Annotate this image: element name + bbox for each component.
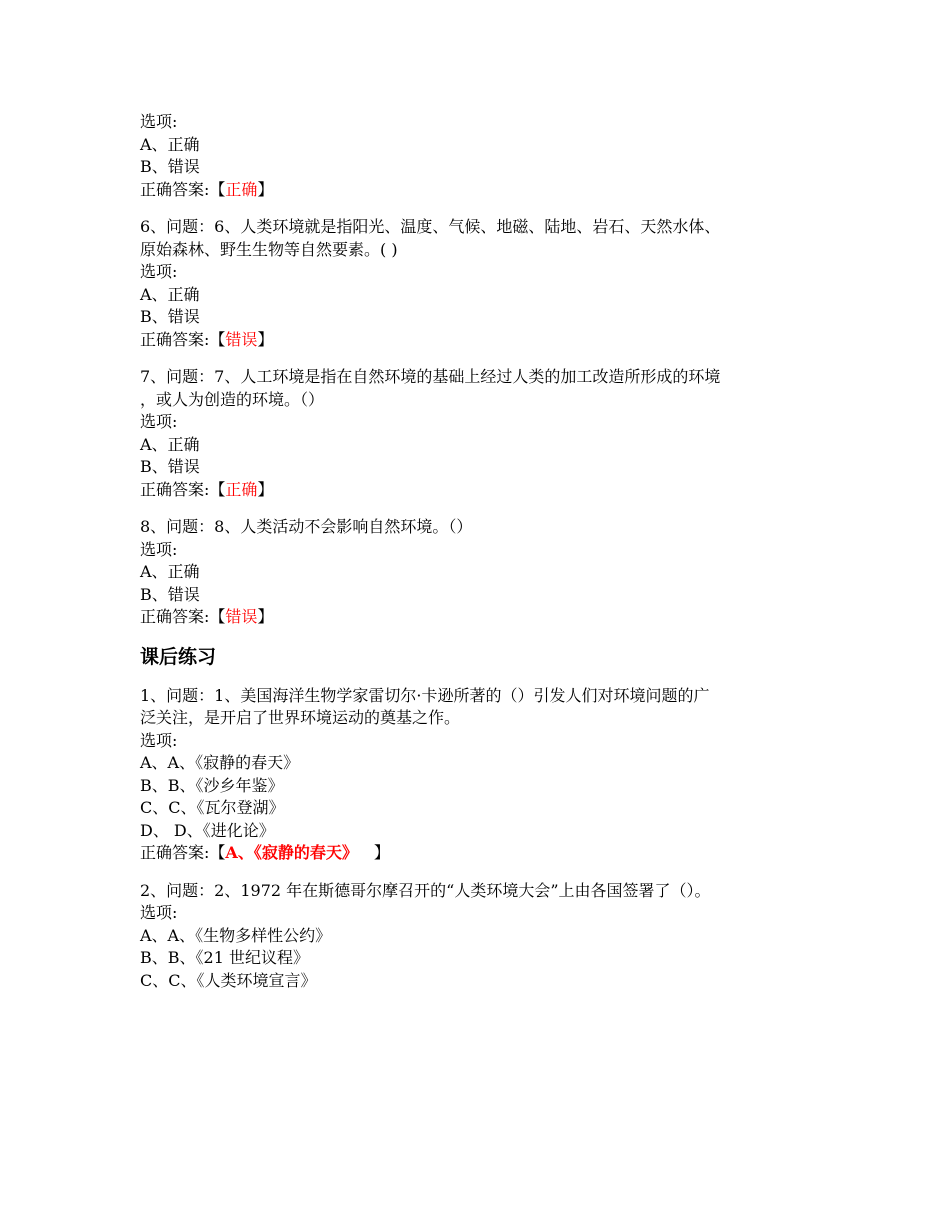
correct-answer [140,842,820,865]
answer-bracket-close: 】 [257,479,274,499]
answer-bracket-open: 【 [209,329,226,349]
option-b: B、B、《沙乡年鉴》 [140,775,284,795]
answer-value: 正确 [225,179,258,199]
options-label: 选项: [140,262,178,281]
options-label: 选项: [140,903,178,922]
practice-question-2 [140,880,820,993]
question-text-line-1: 6、问题：6、人类环境就是指阳光、温度、气候、地磁、陆地、岩石、天然水体、 [140,217,721,236]
option-a: A、正确 [140,562,200,581]
answer-value: 错误 [225,607,258,626]
question-6 [140,216,820,351]
option-c: C、C、《瓦尔登湖》 [140,798,285,817]
answer-bracket-close: 】 [257,329,274,349]
answer-value: 正确 [225,479,258,499]
question-8 [140,516,820,629]
question-text-line-2: 泛关注，是开启了世界环境运动的奠基之作。 [140,708,461,727]
question-text-line-2: ，或人为创造的环境。（） [140,389,325,409]
document-page [140,111,820,1007]
answer-bracket-close: 】 [373,843,390,862]
option-a: A、A、《寂静的春天》 [140,753,300,772]
answer-bracket-open: 【 [209,479,226,499]
question-text-line-1: 2、问题：2、1972 年在斯德哥尔摩召开的“人类环境大会”上由各国签署了（）。 [140,880,711,900]
option-a: A、正确 [140,284,200,304]
answer-prefix: 正确答案: [140,607,210,626]
option-b: B、错误 [140,307,200,326]
options-label: 选项: [140,730,178,750]
answer-prefix: 正确答案: [140,329,210,349]
option-b: B、B、《21 世纪议程》 [140,948,309,967]
answer-bracket-close: 】 [257,179,274,199]
answer-prefix: 正确答案: [140,843,210,862]
section-heading: 课后练习 [140,645,217,668]
question-text-line-1: 1、问题：1、美国海洋生物学家雷切尔·卡逊所著的（）引发人们对环境问题的广 [140,685,710,705]
option-d: D、 D、《进化论》 [140,820,275,840]
answer-bracket-open: 【 [209,179,226,199]
option-c: C、C、《人类环境宣言》 [140,970,317,990]
answer-bracket-open: 【 [209,843,226,862]
question-text-line-2: 原始森林、野生生物等自然要素。( ) [140,239,398,259]
option-a: A、A、《生物多样性公约》 [140,925,332,945]
question-text-line-1: 8、问题：8、人类活动不会影响自然环境。（） [140,517,473,536]
option-a: A、正确 [140,434,200,454]
options-label: 选项: [140,539,178,559]
option-b: B、错误 [140,457,200,476]
options-label: 选项: [140,112,178,131]
option-b: B、错误 [140,584,200,604]
correct-answer [140,179,820,202]
answer-bracket-open: 【 [209,607,226,626]
correct-answer [140,479,820,502]
practice-question-1 [140,685,820,865]
question-5-tail [140,111,820,201]
question-text-line-1: 7、问题：7、人工环境是指在自然环境的基础上经过人类的加工改造所形成的环境 [140,367,721,386]
option-a: A、正确 [140,134,200,154]
answer-bracket-close: 】 [257,607,274,626]
options-label: 选项: [140,412,178,431]
answer-prefix: 正确答案: [140,179,210,199]
question-7 [140,366,820,501]
answer-value: A、《寂静的春天》 [225,843,358,862]
answer-value: 错误 [225,329,258,349]
correct-answer [140,606,820,629]
answer-prefix: 正确答案: [140,479,210,499]
option-b: B、错误 [140,157,200,176]
correct-answer [140,329,820,352]
